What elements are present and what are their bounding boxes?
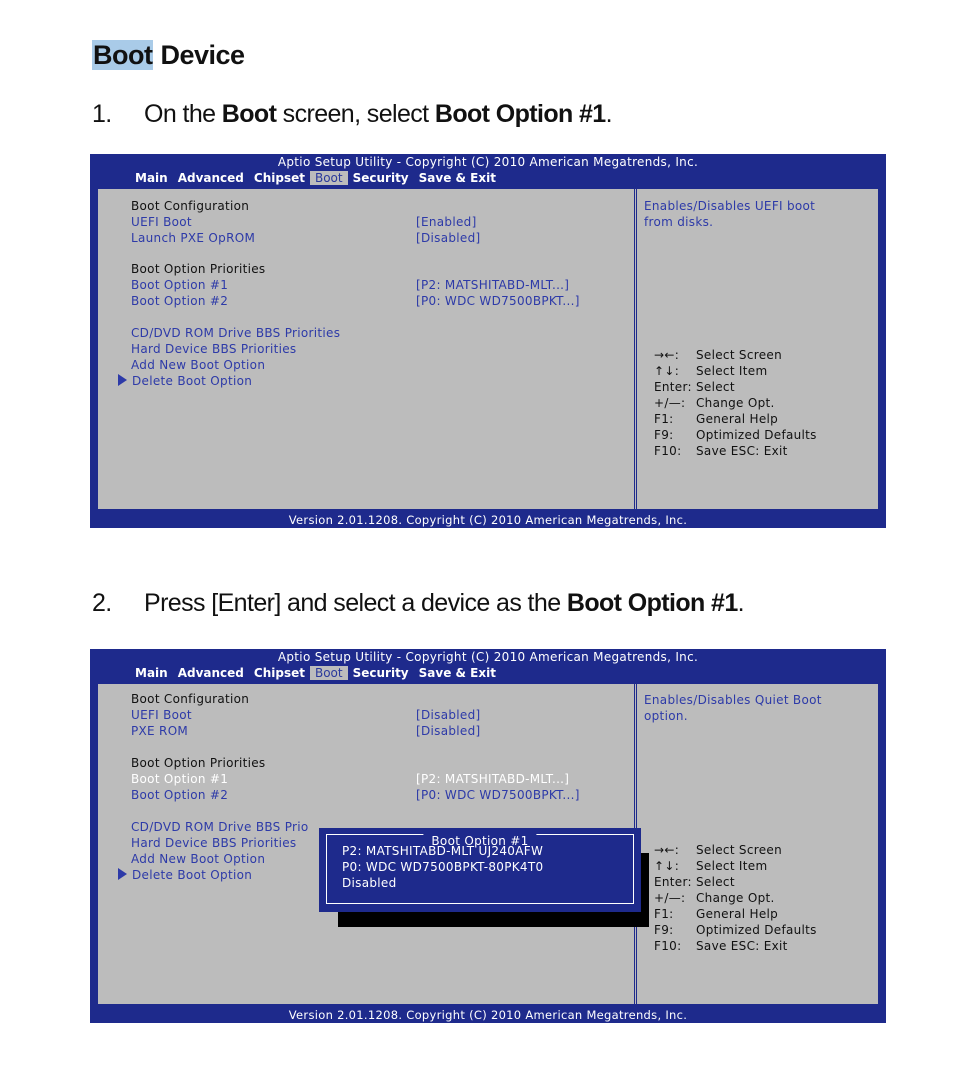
tab-chipset[interactable]: Chipset xyxy=(253,171,305,185)
bios-screen-1 xyxy=(90,154,886,528)
step-2-text-a: Press [Enter] and select a device as the xyxy=(144,589,567,617)
step-2-bold-1: Boot Option #1 xyxy=(566,589,738,617)
key-plus-minus: +/—: xyxy=(654,396,686,410)
hard-device-priorities[interactable]: Hard Device BBS Priorities xyxy=(131,342,297,356)
help-text-line-1: Enables/Disables Quiet Boot xyxy=(644,693,822,707)
tab-boot[interactable]: Boot xyxy=(310,171,348,185)
step-1-bold-1: Boot xyxy=(221,100,277,128)
key-desc: Select xyxy=(696,380,735,394)
popup-item-matshita[interactable]: P2: MATSHITABD-MLT UJ240AFW xyxy=(342,844,544,858)
step-1-text-a: On the xyxy=(144,100,222,128)
boot-option-2[interactable]: Boot Option #2 xyxy=(131,294,229,308)
key-desc: Save ESC: Exit xyxy=(696,939,788,953)
tab-save-exit[interactable]: Save & Exit xyxy=(418,666,496,680)
bios-frame xyxy=(95,186,881,512)
boot-option-2[interactable]: Boot Option #2 xyxy=(131,788,229,802)
key-desc: Save ESC: Exit xyxy=(696,444,788,458)
arrows-ud-icon: ↑↓: xyxy=(654,859,680,873)
pxe-rom-value[interactable]: [Disabled] xyxy=(416,724,481,738)
tab-main[interactable]: Main xyxy=(135,171,168,185)
launch-pxe-value[interactable]: [Disabled] xyxy=(416,231,481,245)
key-desc: Select Item xyxy=(696,859,768,873)
bios-header-title: Aptio Setup Utility - Copyright (C) 2010 American Megatrends, Inc. xyxy=(277,650,699,664)
key-desc: Optimized Defaults xyxy=(696,428,817,442)
step-1-number: 1. xyxy=(92,100,112,128)
title-rest: Device xyxy=(153,40,245,70)
boot-priorities-label: Boot Option Priorities xyxy=(131,756,266,770)
popup-title: Boot Option #1 xyxy=(423,834,536,848)
key-desc: Optimized Defaults xyxy=(696,923,817,937)
bios-help-panel xyxy=(636,683,879,1005)
bios-footer: Version 2.01.1208. Copyright (C) 2010 American Megatrends, Inc. xyxy=(288,513,688,527)
bios-menu xyxy=(130,171,501,185)
boot-option-2-value[interactable]: [P0: WDC WD7500BPKT...] xyxy=(416,294,580,308)
key-f1: F1: xyxy=(654,412,674,426)
step-2 xyxy=(92,589,744,618)
tab-advanced[interactable]: Advanced xyxy=(177,666,244,680)
boot-configuration-label: Boot Configuration xyxy=(131,199,250,213)
section-title xyxy=(92,40,245,71)
add-boot-option[interactable]: Add New Boot Option xyxy=(131,852,266,866)
bios-options-panel xyxy=(97,188,637,510)
key-plus-minus: +/—: xyxy=(654,891,686,905)
boot-option-1-value[interactable]: [P2: MATSHITABD-MLT...] xyxy=(416,772,570,786)
bios-help-panel xyxy=(636,188,879,510)
boot-priorities-label: Boot Option Priorities xyxy=(131,262,266,276)
key-desc: General Help xyxy=(696,907,779,921)
bios-header xyxy=(90,649,886,681)
pxe-rom-option[interactable]: PXE ROM xyxy=(131,724,189,738)
step-1-bold-2: Boot Option #1 xyxy=(434,100,606,128)
submenu-arrow-icon xyxy=(118,374,127,386)
bios-menu xyxy=(130,666,501,680)
key-desc: General Help xyxy=(696,412,779,426)
boot-option-popup xyxy=(319,828,641,912)
tab-main[interactable]: Main xyxy=(135,666,168,680)
bios-header-title: Aptio Setup Utility - Copyright (C) 2010 American Megatrends, Inc. xyxy=(277,155,699,169)
arrows-lr-icon: →←: xyxy=(654,843,680,857)
key-f10: F10: xyxy=(654,939,682,953)
submenu-arrow-icon xyxy=(118,868,127,880)
delete-boot-option-label: Delete Boot Option xyxy=(132,868,253,882)
tab-chipset[interactable]: Chipset xyxy=(253,666,305,680)
popup-item-wdc[interactable]: P0: WDC WD7500BPKT-80PK4T0 xyxy=(342,860,544,874)
cd-dvd-priorities[interactable]: CD/DVD ROM Drive BBS Prio xyxy=(131,820,309,834)
tab-save-exit[interactable]: Save & Exit xyxy=(418,171,496,185)
bios-header xyxy=(90,154,886,186)
key-desc: Select Screen xyxy=(696,348,782,362)
help-text-line-2: option. xyxy=(644,709,688,723)
hard-device-priorities[interactable]: Hard Device BBS Priorities xyxy=(131,836,297,850)
boot-option-1-value[interactable]: [P2: MATSHITABD-MLT...] xyxy=(416,278,570,292)
tab-advanced[interactable]: Advanced xyxy=(177,171,244,185)
cd-dvd-priorities[interactable]: CD/DVD ROM Drive BBS Priorities xyxy=(131,326,341,340)
boot-option-2-value[interactable]: [P0: WDC WD7500BPKT...] xyxy=(416,788,580,802)
title-highlight: Boot xyxy=(93,40,153,70)
delete-boot-option[interactable] xyxy=(118,868,252,882)
key-enter: Enter: xyxy=(654,380,692,394)
arrows-ud-icon: ↑↓: xyxy=(654,364,680,378)
step-1 xyxy=(92,100,612,129)
bios-footer: Version 2.01.1208. Copyright (C) 2010 American Megatrends, Inc. xyxy=(288,1008,688,1022)
tab-security[interactable]: Security xyxy=(352,171,409,185)
step-2-text-d: . xyxy=(737,589,744,617)
tab-boot[interactable]: Boot xyxy=(310,666,348,680)
tab-security[interactable]: Security xyxy=(352,666,409,680)
help-text-line-2: from disks. xyxy=(644,215,714,229)
key-enter: Enter: xyxy=(654,875,692,889)
key-f9: F9: xyxy=(654,428,674,442)
arrows-lr-icon: →←: xyxy=(654,348,680,362)
boot-option-1-selected[interactable]: Boot Option #1 xyxy=(131,772,229,786)
popup-item-disabled[interactable]: Disabled xyxy=(342,876,397,890)
boot-option-1[interactable]: Boot Option #1 xyxy=(131,278,229,292)
uefi-boot-value[interactable]: [Disabled] xyxy=(416,708,481,722)
launch-pxe-option[interactable]: Launch PXE OpROM xyxy=(131,231,256,245)
key-f10: F10: xyxy=(654,444,682,458)
step-1-text-c: screen, select xyxy=(276,100,435,128)
step-2-number: 2. xyxy=(92,589,112,617)
add-boot-option[interactable]: Add New Boot Option xyxy=(131,358,266,372)
help-text-line-1: Enables/Disables UEFI boot xyxy=(644,199,816,213)
key-desc: Select Screen xyxy=(696,843,782,857)
key-desc: Change Opt. xyxy=(696,396,775,410)
key-desc: Change Opt. xyxy=(696,891,775,905)
uefi-boot-option[interactable]: UEFI Boot xyxy=(131,708,192,722)
key-desc: Select xyxy=(696,875,735,889)
delete-boot-option[interactable] xyxy=(118,374,252,388)
uefi-boot-value[interactable]: [Enabled] xyxy=(416,215,477,229)
boot-configuration-label: Boot Configuration xyxy=(131,692,250,706)
key-desc: Select Item xyxy=(696,364,768,378)
uefi-boot-option[interactable]: UEFI Boot xyxy=(131,215,192,229)
delete-boot-option-label: Delete Boot Option xyxy=(132,374,253,388)
step-1-text-d: . xyxy=(605,100,612,128)
key-f9: F9: xyxy=(654,923,674,937)
key-f1: F1: xyxy=(654,907,674,921)
